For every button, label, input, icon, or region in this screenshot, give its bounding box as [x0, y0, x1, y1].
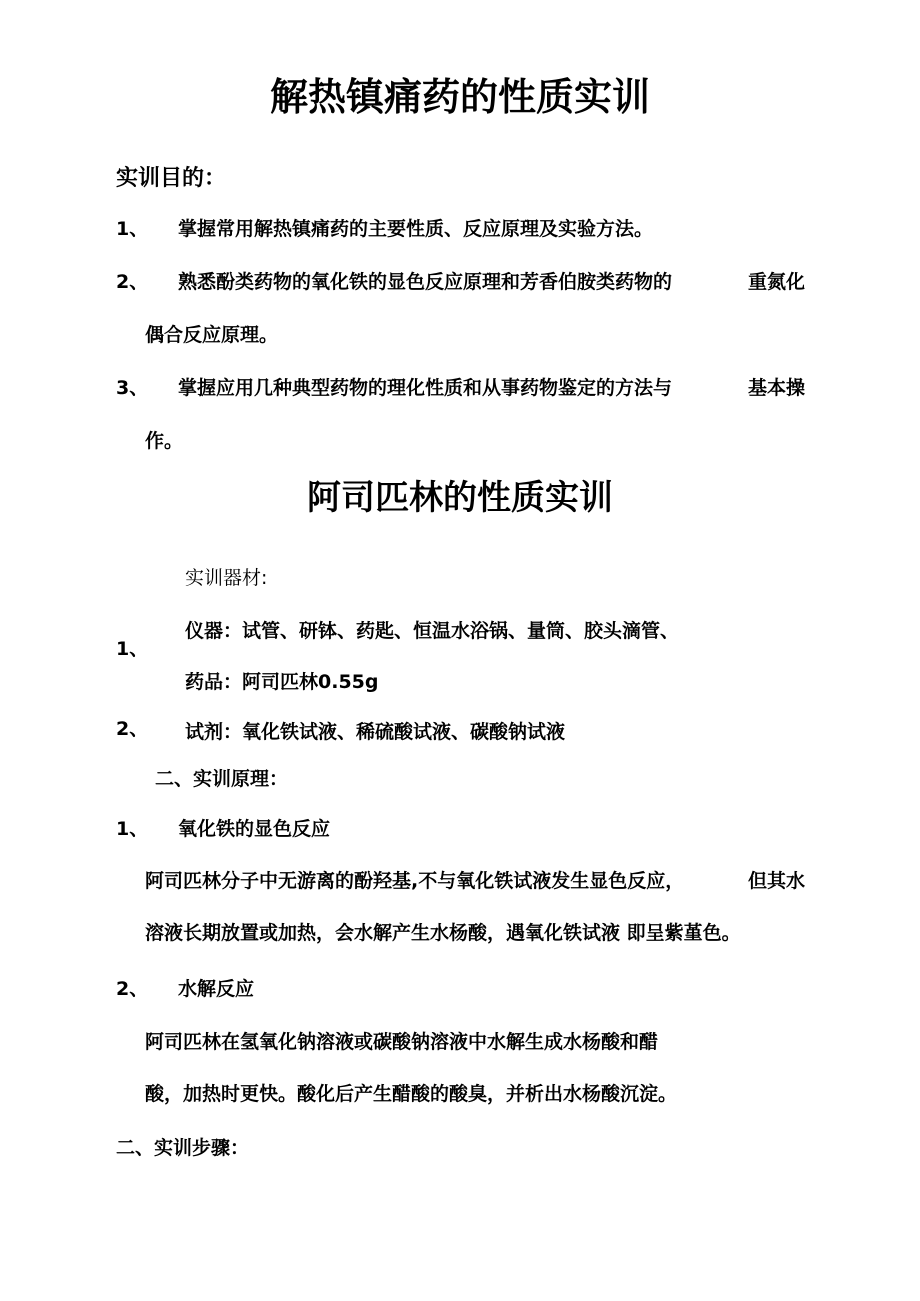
steps-heading: 二、实训步骤：: [116, 1137, 250, 1159]
section-title: 阿司匹林的性质实训: [307, 478, 613, 518]
objective-text-end: 基本操: [748, 377, 806, 399]
objective-number: 2、: [116, 271, 149, 293]
principles-heading: 二、实训原理：: [155, 768, 289, 790]
objectives-heading: 实训目的：: [116, 166, 227, 191]
objective-text-end: 重氮化: [748, 271, 806, 293]
materials-heading: 实训器材:: [185, 567, 268, 589]
principle-title-2: 水解反应: [178, 978, 255, 1000]
objective-text: 掌握常用解热镇痛药的主要性质、反应原理及实验方法。: [178, 218, 654, 240]
instruments-text: 仪器：试管、研钵、药匙、恒温水浴锅、量筒、胶头滴管、: [185, 620, 680, 642]
reagents-text: 试剂：氧化铁试液、稀硫酸试液、碳酸钠试液: [185, 721, 566, 743]
objective-text: 熟悉酚类药物的氧化铁的显色反应原理和芳香伯胺类药物的: [178, 271, 673, 293]
objective-text-cont: 偶合反应原理。: [145, 324, 279, 346]
principle-text-1: 阿司匹林分子中无游离的酚羟基,不与氧化铁试液发生显色反应，: [145, 870, 685, 892]
objective-number: 1、: [116, 218, 149, 240]
principle-text-1-end: 但其水: [748, 870, 806, 892]
principle-number-1: 1、: [116, 818, 149, 840]
drugs-text: 药品：阿司匹林0.55g: [185, 671, 379, 693]
principle-title-1: 氧化铁的显色反应: [178, 818, 331, 840]
principle-number-2: 2、: [116, 978, 149, 1000]
materials-number-2: 2、: [116, 718, 149, 740]
objective-number: 3、: [116, 377, 149, 399]
principle-text-2: 阿司匹林在氢氧化钠溶液或碳酸钠溶液中水解生成水杨酸和醋: [145, 1031, 659, 1053]
objective-text-cont: 作。: [145, 430, 184, 452]
principle-text-2-cont: 酸，加热时更快。酸化后产生醋酸的酸臭，并析出水杨酸沉淀。: [145, 1083, 678, 1105]
principle-text-1-cont: 溶液长期放置或加热，会水解产生水杨酸，遇氧化铁试液 即呈紫堇色。: [145, 922, 741, 944]
objective-text: 掌握应用几种典型药物的理化性质和从事药物鉴定的方法与: [178, 377, 673, 399]
materials-number-1: 1、: [116, 638, 149, 660]
page-title: 解热镇痛药的性质实训: [269, 75, 650, 119]
